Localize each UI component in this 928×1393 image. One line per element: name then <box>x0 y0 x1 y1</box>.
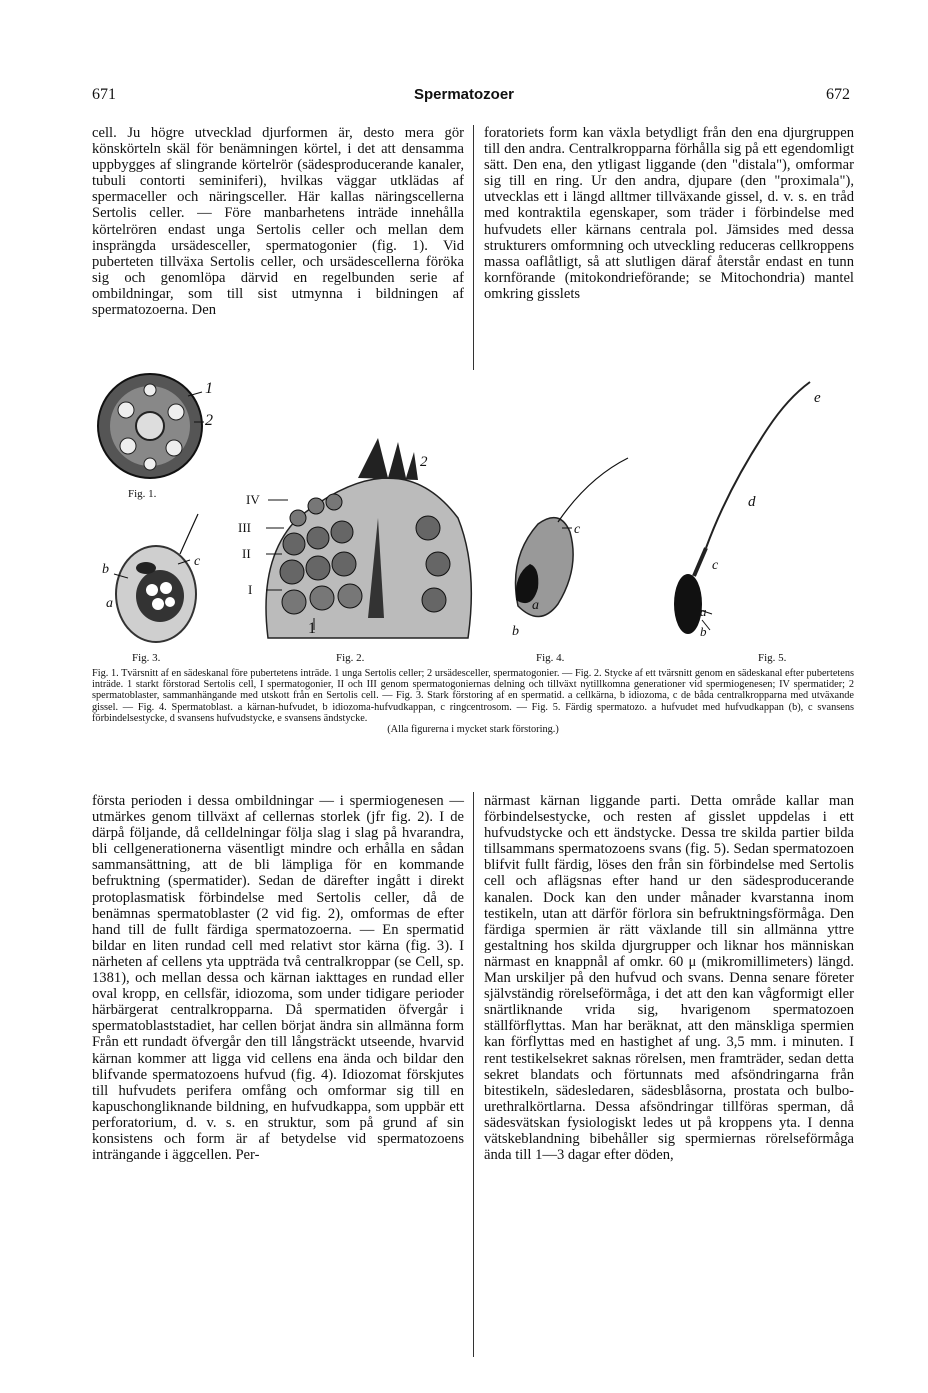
fig1-label: Fig. 1. <box>128 488 157 500</box>
fig3-mark-a: a <box>106 596 113 611</box>
fig4-mark-a: a <box>532 598 539 613</box>
fig5-mark-d: d <box>748 494 756 510</box>
paragraph: foratoriets form kan växla betydligt från den ena djurgruppen till den andra. Centralkropparna förhålla sig på ett egendomligt sätt. Den ena, den ytligast liggande (den "distala"), omformar sig till en ring. Ur den andra, djupare (den "proximala"), utvecklas ett i längd alltmer tillväxande gissel, d. v. s. en tråd med kontraktila egenskaper, som träder i förbindelse med hufvudets eller kärnans centrala pol. Jämsides med dessa strukturers omformning och utveckling reduceras cellkroppens massa oaflåtligt, så att slutligen däraf återstår endast en tunn kornförande (mitokondrieförande; se Mitochondria) mantel omkring gisslets <box>484 125 854 302</box>
text-column-bottom-left <box>92 793 464 1163</box>
fig1-mark-2: 2 <box>205 412 213 429</box>
figure-panel <box>88 368 868 668</box>
fig2-mark-1: 1 <box>308 620 316 637</box>
fig3-mark-b: b <box>102 562 109 577</box>
fig5-spermatozoon-drawing <box>674 382 810 634</box>
paragraph: cell. Ju högre utvecklad djurformen är, desto mera gör könskörteln skäl för benämningen körtel, i det att densamma uppbygges af slingrande körtelrör (sädesproducerande kanaler, tubuli contorti seminiferi), hvilkas väggar utklädas af spermaceller och näringsceller. Här kallas näringscellerna Sertolis celler. — Före manbarhetens inträde innehålla körtelrören endast unga Sertolis celler och mellan dem insprängda ursädesceller, spermatogonier (fig. 1). Vid puberteten tillväxa Sertolis celler, och ursädescellerna föröka sig och genomlöpa därvid en regelbunden serie af ombildningar, som till sist utmynna i bildningen af spermatozoerna. Den <box>92 125 464 319</box>
fig4-mark-c: c <box>574 522 581 537</box>
page-number-right: 672 <box>826 86 850 103</box>
fig4-mark-b: b <box>512 624 519 639</box>
caption-note: (Alla figurerna i mycket stark förstoring.) <box>387 724 559 736</box>
fig2-mark-2: 2 <box>420 454 428 470</box>
fig5-mark-b: b <box>700 624 707 639</box>
column-divider <box>473 792 474 1357</box>
fig4-label: Fig. 4. <box>536 652 565 664</box>
fig2-section-drawing <box>266 438 471 638</box>
fig5-mark-c: c <box>712 558 719 573</box>
page-title: Spermatozoer <box>413 86 515 103</box>
column-divider <box>473 125 474 370</box>
fig5-mark-a: a <box>700 604 707 619</box>
page-number-left: 671 <box>92 86 116 103</box>
fig2-label: Fig. 2. <box>336 652 365 664</box>
text-column-top-left <box>92 125 464 318</box>
fig3-label: Fig. 3. <box>132 652 161 664</box>
fig2-mark-II: II <box>242 546 251 561</box>
text-column-bottom-right <box>484 793 854 1163</box>
fig1-tubule-drawing <box>98 374 204 478</box>
text-column-top-right <box>484 125 854 302</box>
paragraph: närmast kärnan liggande parti. Detta område kallar man förbindelsestycke, och resten af gisslet uppdelas i ett hufvudstycke och ett ändstycke. Dessa tre skilda partier bilda tillsammans spermatozoens svans (fig. 5). Sedan spermatozoen blifvit fullt färdig, löses den från sin förbindelse med Sertolis cell och aflägsnas efter hand ur den sädesproducerande kanalen. Dock kan den under månader kvarstanna inom testikeln, utan att därför förlora sin befruktningsförmåga. Den färdiga spermien är rätt växlande till sin allmänna yttre gestaltning hos skilda djurgrupper och liknar hos människan närmast en knappnål af omkr. 60 μ (mikromillimeters) längd. Man urskiljer på den hufvud och svans. Denna senare företer självständig rörelseförmåga, i det att den kan vågformigt eller snärtliknande vrida sig, hvarigenom spermatozoen ställförflyttas. Man har beräknat, att den mänskliga spermien kan förflyttas med en hastighet af ung. 3,5 mm. i minuten. I rent testikelsekret saknas rörelsen, men framträder, sedan detta sekret blandats och förtunnats med afsöndringarna från bitestikeln, sädesledaren, sädesblåsorna, prostata och bulbo-urethralkörtlarna. Dessa afsöndringar tillföras sperman, då sädesvätskan fysiologiskt ledes ut på kroppens yta. I denna vätskeblandning bibehåller sig spermiernas rörelseförmåga ända till 1—3 dagar efter döden, <box>484 793 854 1164</box>
fig5-mark-e: e <box>814 390 821 406</box>
fig3-mark-c: c <box>194 554 201 569</box>
fig4-spermatoblast-drawing <box>516 458 629 617</box>
paragraph: första perioden i dessa ombildningar — i spermiogenesen — utmärkes genom tillväxt af cellernas storlek (jfr fig. 2). I de därpå följande, då celldelningar följa slag i slag på hvarandra, bli cellgenerationerna väsentligt mindre och erhålla en sådan sammansättning, att de bli lämpliga för en kommande befruktning (spermatider). Sedan de därefter ingått i direkt protoplasmatisk förbindelse med Sertolis celler, då de benämnas spermatoblaster (2 vid fig. 2), omformas de efter hand till de fullt färdiga spermatozoerna. — En spermatid bildar en liten rundad cell med relativt stor kärna (fig. 3). I närheten af cellens yta uppträda två centralkroppar (se Cell, sp. 1381), och mellan dessa och kärnan iakttages en rundad eller oval kropp, en cellsfär, idiozoma, som under tidigare perioder härbärgerat centralkropparna. Då spermatiden öfvergår i spermatoblaststadiet, har cellen börjat ändra sin allmänna form Från ett rundadt öfvergår den till långsträckt utseende, hvarvid kärnan kommer att ligga vid cellens ena ända och bildar den blifvande spermatozoens hufvud (fig. 4). Idiozomat förskjutes till hufvudets perifera omfång och omformar sig till en kapuschongliknande bildning, en hufvudkappa, som uppbär ett perforatorium, d. v. s. en struktur, som på grund af sin konsistens och form är af betydelse vid spermatozoens inträngande i äggcellen. Per- <box>92 793 464 1164</box>
fig2-mark-I: I <box>248 582 253 597</box>
fig3-spermatid-drawing <box>114 514 201 642</box>
figure-caption <box>92 668 854 735</box>
caption-body: Fig. 1. Tvärsnitt af en sädeskanal före pubertetens inträde. 1 unga Sertolis celler; 2 ursädesceller, spermatogonier. — Fig. 2. Stycke af ett tvärsnitt genom en sädeskanal efter pubertetens inträde. 1 starkt förstorad Sertolis cell, I spermatogonier, II och III genom spermatogoniernas delning och tillväxt nytillkomna generationer vid spermiogenesen; IV spermatider; 2 spermatoblaster, sammanhängande med utskott från en Sertolis cell. — Fig. 3. Stark förstoring af en spermatid. a cellkärna, b idiozoma, c de båda centralkropparna med utväxande gissel. — Fig. 4. Spermatoblast. a kärnan-hufvudet, b idiozoma-hufvudkappan, c ringcentrosom. — Fig. 5. Färdig spermatozo. a hufvudet med hufvudkappan (b), c svansens förbindelsestycke, d svansens hufvudstycke, e svansens ändstycke. <box>92 668 854 724</box>
fig2-mark-III: III <box>238 520 251 535</box>
fig5-label: Fig. 5. <box>758 652 787 664</box>
fig2-mark-IV: IV <box>246 492 260 507</box>
fig1-mark-1: 1 <box>205 380 213 397</box>
